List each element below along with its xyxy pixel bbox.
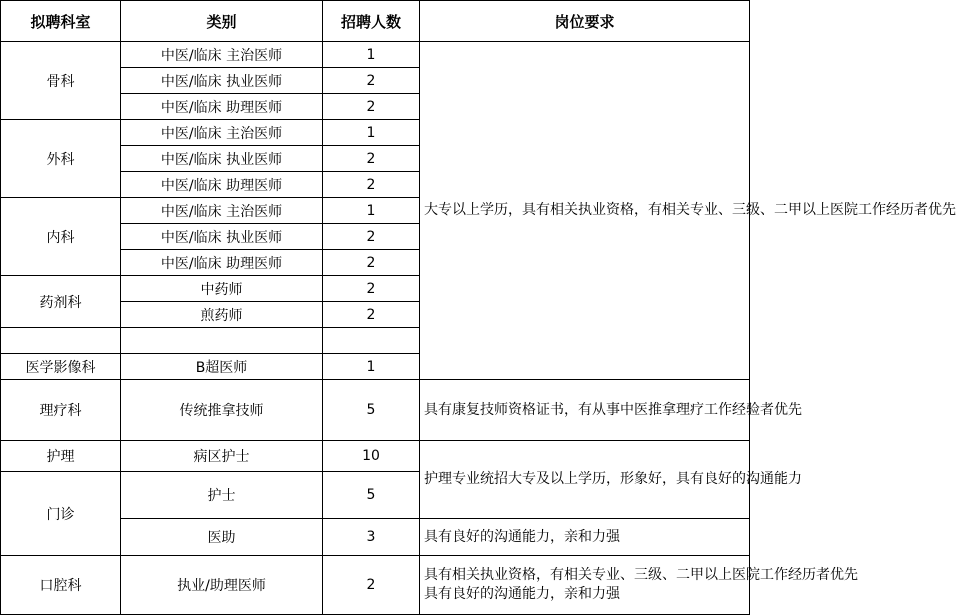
count-cell: 3: [323, 519, 420, 556]
count-cell: 2: [323, 94, 420, 120]
category-cell: 中医/临床 助理医师: [121, 250, 323, 276]
category-cell: 护士: [121, 472, 323, 519]
department-cell: 门诊: [1, 472, 121, 556]
department-cell: 理疗科: [1, 380, 121, 441]
category-cell: 中药师: [121, 276, 323, 302]
count-cell: 1: [323, 42, 420, 68]
header-requirement: 岗位要求: [420, 1, 750, 42]
requirement-cell-nursing: 护理专业统招大专及以上学历，形象好，具有良好的沟通能力: [420, 441, 750, 519]
department-cell: 医学影像科: [1, 354, 121, 380]
department-cell: 骨科: [1, 42, 121, 120]
header-department: 拟聘科室: [1, 1, 121, 42]
department-cell: 药剂科: [1, 276, 121, 328]
department-cell: [1, 328, 121, 354]
requirement-dental-line-2: 具有良好的沟通能力，亲和力强: [424, 586, 620, 602]
count-cell: 2: [323, 224, 420, 250]
count-cell: 2: [323, 556, 420, 615]
category-cell: 中医/临床 执业医师: [121, 146, 323, 172]
table-row: [1, 441, 750, 472]
category-cell: 中医/临床 主治医师: [121, 42, 323, 68]
requirement-cell-dental: [420, 556, 858, 615]
category-cell: 中医/临床 执业医师: [121, 224, 323, 250]
header-category: 类别: [121, 1, 323, 42]
category-cell: 执业/助理医师: [121, 556, 323, 615]
requirement-dental-line-1: 具有相关执业资格，有相关专业、三级、二甲以上医院工作经历者优先: [424, 567, 858, 583]
count-cell: 2: [323, 68, 420, 94]
department-cell: 外科: [1, 120, 121, 198]
category-cell: 中医/临床 主治医师: [121, 198, 323, 224]
count-cell: 10: [323, 441, 420, 472]
department-cell: 护理: [1, 441, 121, 472]
category-cell: B超医师: [121, 354, 323, 380]
category-cell: 中医/临床 主治医师: [121, 120, 323, 146]
category-cell: 中医/临床 助理医师: [121, 94, 323, 120]
count-cell: 2: [323, 250, 420, 276]
category-cell: 传统推拿技师: [121, 380, 323, 441]
requirement-cell-clinical: 大专以上学历，具有相关执业资格，有相关专业、三级、二甲以上医院工作经历者优先: [420, 42, 750, 380]
category-cell: 医助: [121, 519, 323, 556]
category-cell: 中医/临床 执业医师: [121, 68, 323, 94]
count-cell: 2: [323, 302, 420, 328]
category-cell: [121, 328, 323, 354]
category-cell: 煎药师: [121, 302, 323, 328]
count-cell: 2: [323, 146, 420, 172]
table-row: [1, 380, 750, 441]
department-cell: 口腔科: [1, 556, 121, 615]
table-row: [1, 556, 750, 615]
category-cell: 病区护士: [121, 441, 323, 472]
header-row: [1, 1, 750, 42]
count-cell: [323, 328, 420, 354]
count-cell: 1: [323, 198, 420, 224]
count-cell: 2: [323, 276, 420, 302]
count-cell: 1: [323, 120, 420, 146]
count-cell: 1: [323, 354, 420, 380]
count-cell: 2: [323, 172, 420, 198]
count-cell: 5: [323, 380, 420, 441]
category-cell: 中医/临床 助理医师: [121, 172, 323, 198]
table-row: [1, 42, 750, 68]
requirement-cell-assistant: 具有良好的沟通能力，亲和力强: [420, 519, 750, 556]
department-cell: 内科: [1, 198, 121, 276]
count-cell: 5: [323, 472, 420, 519]
requirement-cell-therapy: 具有康复技师资格证书，有从事中医推拿理疗工作经验者优先: [420, 380, 750, 441]
header-count: 招聘人数: [323, 1, 420, 42]
